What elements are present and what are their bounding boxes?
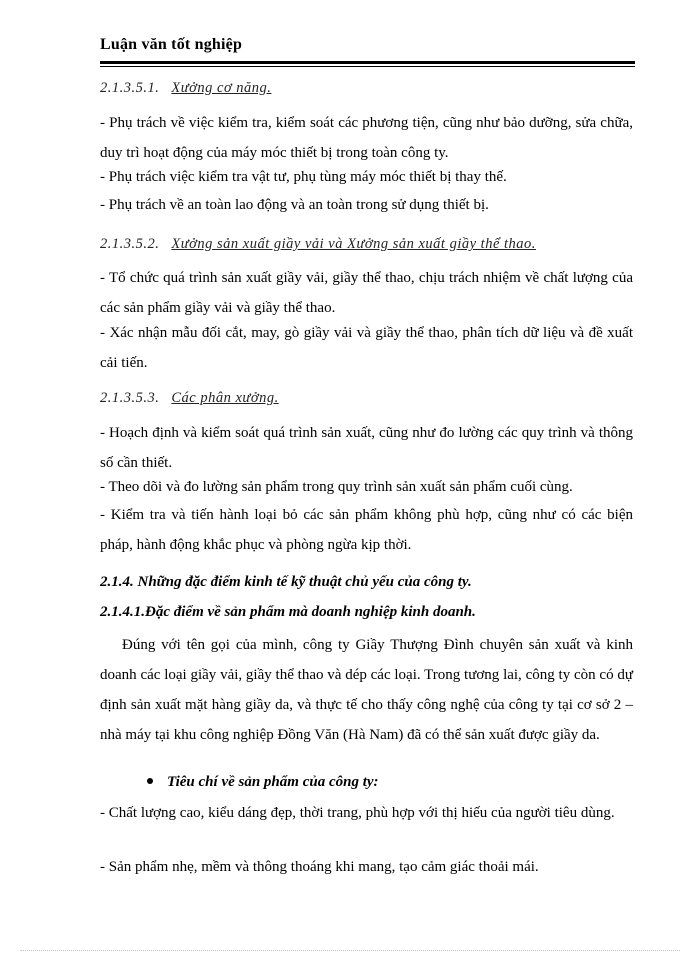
intro-paragraph: Đúng với tên gọi của mình, công ty Giầy Thượng Đình chuyên sản xuất và kinh doanh các loại giầy vải, giầy thể thao và dép các loại. Trong tương lai, công ty còn có dự định sản xuất mặt hàng giầy da, và thực tế cho thấy công nghệ của công ty tại cơ sở 2 – nhà máy tại khu công nghiệp Đồng Văn (Hà Nam) đã có thể sản xuất được giầy da.	[100, 637, 633, 743]
section-number: 2.1.3.5.1.	[100, 80, 160, 96]
paragraph: - Kiểm tra và tiến hành loại bỏ các sản phẩm không phù hợp, cũng như có các biện pháp, hành động khắc phục và phòng ngừa kịp thời.	[100, 507, 633, 553]
criteria-label: Tiêu chí về sản phẩm của công ty:	[167, 774, 379, 790]
paragraph: - Phụ trách việc kiểm tra vật tư, phụ tùng máy móc thiết bị thay thế.	[100, 169, 507, 185]
section-heading-21352	[100, 236, 536, 253]
header-rule-thick	[100, 61, 635, 64]
paragraph: - Phụ trách về an toàn lao động và an toàn trong sử dụng thiết bị.	[100, 197, 489, 213]
heading-2141: 2.1.4.1.Đặc điểm về sản phẩm mà doanh nghiệp kinh doanh.	[100, 604, 476, 620]
paragraph: - Theo dõi và đo lường sản phẩm trong quy trình sản xuất sản phẩm cuối cùng.	[100, 479, 573, 495]
criteria-item: - Sản phẩm nhẹ, mềm và thông thoáng khi mang, tạo cảm giác thoải mái.	[100, 859, 539, 875]
page-bottom-divider	[20, 950, 680, 951]
criteria-item: - Chất lượng cao, kiểu dáng đẹp, thời trang, phù hợp với thị hiếu của người tiêu dùng.	[100, 805, 615, 821]
criteria-bullet	[147, 774, 379, 791]
section-number: 2.1.3.5.3.	[100, 390, 160, 406]
paragraph: - Phụ trách về việc kiểm tra, kiểm soát các phương tiện, cũng như bảo dưỡng, sửa chữa, duy trì hoạt động của máy móc thiết bị trong toàn công ty.	[100, 115, 633, 161]
section-title: Xưởng cơ năng.	[171, 80, 272, 96]
paragraph: - Xác nhận mẫu đối cắt, may, gò giầy vải và giầy thể thao, phân tích dữ liệu và đề xuất cải tiến.	[100, 325, 633, 371]
paragraph: - Tổ chức quá trình sản xuất giầy vải, giầy thể thao, chịu trách nhiệm về chất lượng của các sản phẩm giầy vải và giầy thể thao.	[100, 270, 633, 316]
header-rule-thin	[100, 66, 635, 67]
section-heading-21351	[100, 80, 271, 97]
section-title: Xưởng sản xuất giầy vải và Xưởng sản xuất giầy thể thao.	[171, 236, 536, 252]
bullet-dot-icon	[147, 778, 153, 784]
paragraph: - Hoạch định và kiểm soát quá trình sản xuất, cũng như đo lường các quy trình và thông số cần thiết.	[100, 425, 633, 471]
section-heading-21353	[100, 390, 279, 407]
page-header-title: Luận văn tốt nghiệp	[100, 36, 243, 53]
section-title: Các phân xưởng.	[171, 390, 279, 406]
heading-214: 2.1.4. Những đặc điểm kinh tế kỹ thuật chủ yếu của công ty.	[100, 574, 472, 590]
section-number: 2.1.3.5.2.	[100, 236, 160, 252]
